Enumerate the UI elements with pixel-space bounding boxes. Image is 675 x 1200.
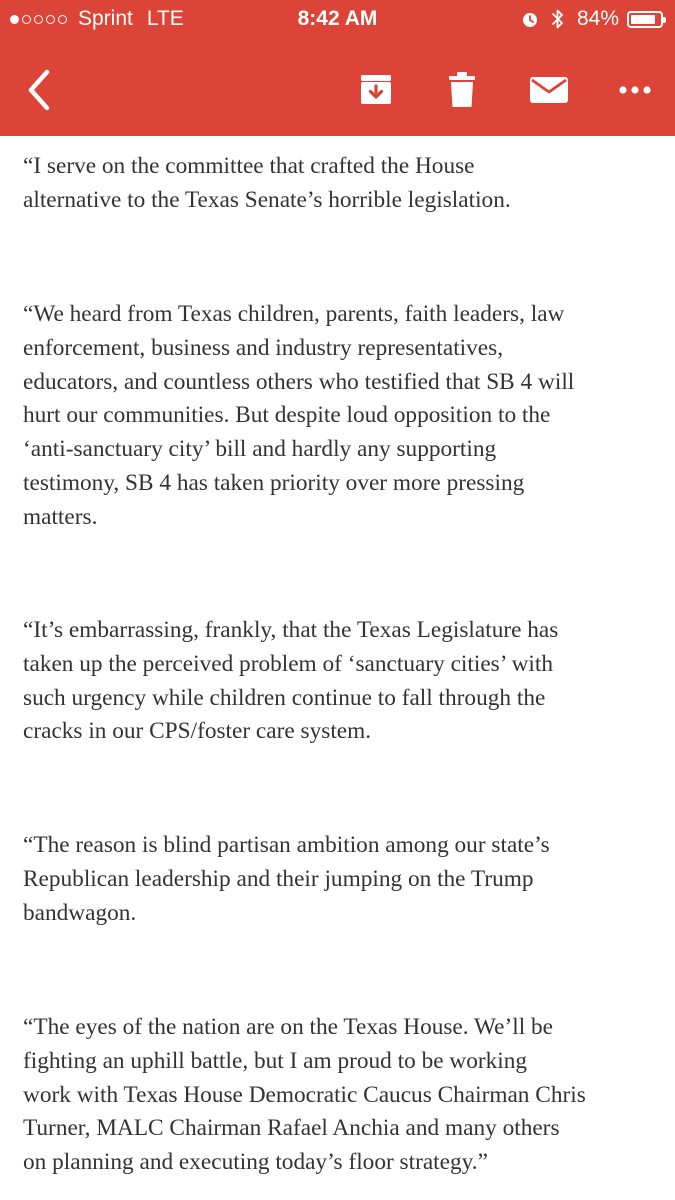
mark-unread-button[interactable]	[527, 68, 571, 112]
back-button[interactable]	[18, 68, 62, 112]
battery-icon	[627, 11, 663, 28]
bluetooth-icon	[551, 8, 565, 30]
trash-icon	[447, 71, 477, 109]
archive-button[interactable]	[354, 68, 398, 112]
app-header	[0, 0, 675, 136]
battery-level-fill	[631, 15, 655, 24]
more-icon	[618, 85, 652, 95]
message-paragraph: “It’s embarrassing, frankly, that the Texas Legislature has taken up the perceived problem of ‘sanctuary cities’ with such urgency while children continue to fall through the cracks in our CPS/foster care system.	[23, 617, 559, 745]
delete-button[interactable]	[440, 68, 484, 112]
message-paragraph: “We heard from Texas children, parents, faith leaders, law enforcement, business and industry representatives, educators, and countless others who testified that SB 4 will hurt our communities. But despite loud opposition to the ‘anti-sanctuary city’ bill and hardly any supporting testimony, SB 4 has taken priority over more pressing matters.	[23, 301, 575, 530]
archive-icon	[358, 73, 394, 107]
status-bar	[0, 0, 675, 40]
alarm-icon	[521, 10, 539, 28]
message-toolbar	[0, 48, 675, 128]
network-type: LTE	[146, 7, 184, 30]
message-paragraph: “I serve on the committee that crafted the House alternative to the Texas Senate’s horrible legislation.	[23, 153, 511, 213]
battery-percent: 84%	[576, 7, 619, 30]
message-paragraph: “The reason is blind partisan ambition among our state’s Republican leadership and their jumping on the Trump bandwagon.	[23, 832, 550, 926]
carrier-name: Sprint	[78, 7, 133, 30]
mail-icon	[529, 75, 569, 105]
more-options-button[interactable]	[613, 68, 657, 112]
status-right	[521, 7, 663, 31]
message-paragraph: “The eyes of the nation are on the Texas House. We’ll be fighting an uphill battle, but I am proud to be working work with Texas House Democratic Caucus Chairman Chris Turner, MALC Chairman Rafael Anchia and many others on planning and executing today’s floor strategy.”	[23, 1014, 586, 1176]
status-time: 8:42 AM	[297, 7, 378, 30]
back-arrow-icon	[25, 68, 55, 112]
